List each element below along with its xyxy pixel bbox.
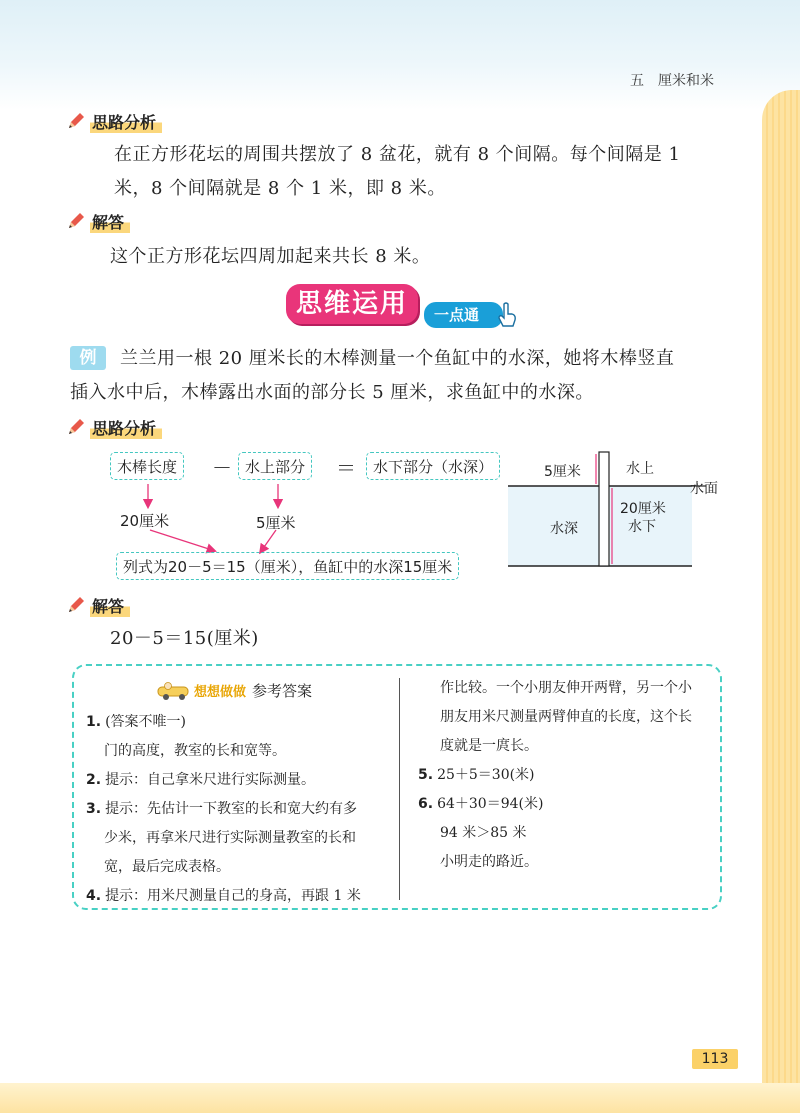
answer-text-1: 这个正方形花坛四周加起来共长 8 米。 [110, 246, 431, 267]
chapter-header [630, 70, 714, 90]
fig-label-below: 水下 [628, 519, 656, 535]
answer-right-line: 5. 25＋5＝30(米) [418, 767, 535, 783]
analysis-heading-2 [66, 416, 162, 438]
example-tag: 例 [70, 346, 106, 370]
answer-left-line: 1. (答案不唯一) [86, 714, 186, 730]
book-edge-right [762, 90, 800, 1113]
answer-right-line: 度就是一庹长。 [440, 738, 538, 754]
pencil-icon [66, 417, 86, 437]
answer-heading-1 [66, 210, 130, 232]
stick [599, 452, 609, 566]
analysis-label: 思路分析 [90, 416, 162, 439]
fig-label-surface: 水面 [690, 481, 718, 497]
answer-left-line: 门的高度，教室的长和宽等。 [104, 743, 286, 759]
fish-tank-figure [508, 448, 728, 578]
answer-right-line: 作比较。一个小朋友伸开两臂，另一个小 [440, 680, 692, 696]
box-stick-length: 木棒长度 [110, 452, 184, 480]
answer-right-line: 朋友用米尺测量两臂伸直的长度，这个长 [440, 709, 692, 725]
formula-box: 列式为20－5＝15（厘米），鱼缸中的水深15厘米 [116, 552, 459, 580]
value-stick: 20厘米 [120, 512, 170, 530]
answer-label: 解答 [90, 210, 130, 233]
arrow-stick-formula [150, 530, 212, 550]
page-header-band [0, 0, 800, 110]
pencil-icon [66, 211, 86, 231]
fig-label-5cm: 5厘米 [544, 464, 581, 480]
chapter-number: 五 [630, 73, 644, 89]
example-line-1: 兰兰用一根 20 厘米长的木棒测量一个鱼缸中的水深，她将木棒竖直 [120, 348, 675, 369]
page-number: 113 [692, 1049, 738, 1069]
fig-label-depth: 水深 [550, 521, 578, 537]
answer-label: 解答 [90, 594, 130, 617]
car-icon [156, 681, 192, 701]
answer-left-line: 2. 提示：自己拿米尺进行实际测量。 [86, 772, 316, 788]
analysis-line-1: 在正方形花坛的周围共摆放了 8 盆花，就有 8 个间隔。每个间隔是 1 [114, 144, 681, 165]
method-banner [286, 282, 514, 332]
box-above-water: 水上部分 [238, 452, 312, 480]
book-edge-bottom [0, 1083, 800, 1113]
arrow-above-formula [262, 530, 276, 550]
answer-text-2: 20－5＝15(厘米) [110, 628, 259, 649]
answer-left-line: 3. 提示：先估计一下教室的长和宽大约有多 [86, 801, 358, 817]
banner-sub: 一点通 [424, 302, 503, 328]
analysis-line-2: 米，8 个间隔就是 8 个 1 米，即 8 米。 [114, 178, 446, 199]
answer-left-line: 4. 提示：用米尺测量自己的身高，再跟 1 米 [86, 888, 361, 904]
answer-heading-2 [66, 594, 130, 616]
banner-main: 思维运用 [286, 284, 418, 324]
chapter-title: 厘米和米 [658, 73, 714, 89]
pencil-icon [66, 111, 86, 131]
reference-answers-panel [72, 664, 722, 910]
answers-title-text: 参考答案 [252, 682, 313, 700]
answer-right-line: 94 米＞85 米 [440, 825, 527, 841]
pointing-hand-icon [496, 302, 518, 328]
answer-left-line: 少米，再拿米尺进行实际测量教室的长和 [104, 830, 356, 846]
equals-sign: ＝ [336, 456, 356, 480]
value-above: 5厘米 [256, 514, 296, 532]
fig-label-20cm: 20厘米 [620, 501, 666, 517]
minus-sign: － [212, 456, 232, 480]
answers-title-tag: 想想做做 [194, 685, 247, 700]
example-line-2: 插入水中后，木棒露出水面的部分长 5 厘米，求鱼缸中的水深。 [70, 382, 594, 403]
box-below-water: 水下部分（水深） [366, 452, 500, 480]
answer-right-line: 小明走的路近。 [440, 854, 538, 870]
analysis-heading-1 [66, 110, 162, 132]
analysis-label: 思路分析 [90, 110, 162, 133]
answer-left-line: 宽，最后完成表格。 [104, 859, 230, 875]
answers-title [156, 680, 312, 701]
answer-right-line: 6. 64＋30＝94(米) [418, 796, 544, 812]
pencil-icon [66, 595, 86, 615]
panel-divider [399, 678, 400, 900]
fig-label-above: 水上 [626, 461, 654, 477]
